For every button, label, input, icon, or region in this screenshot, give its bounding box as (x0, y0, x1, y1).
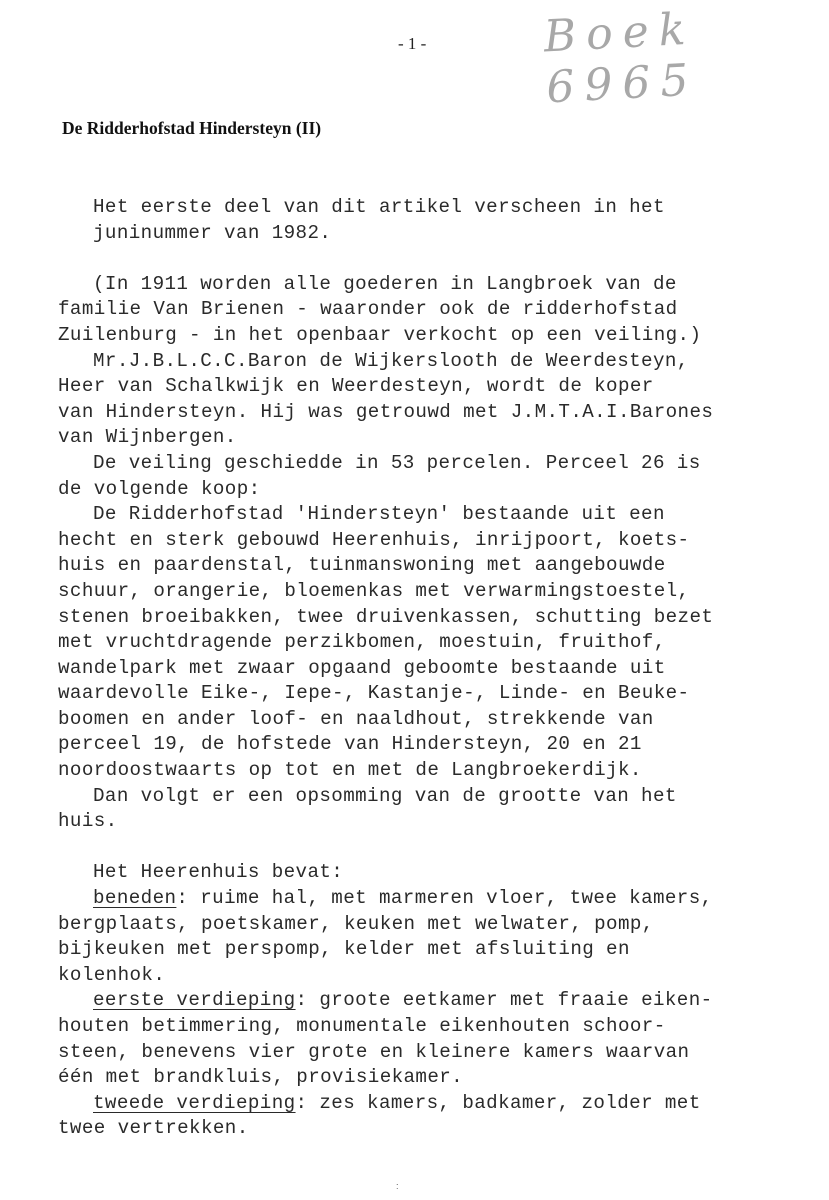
paragraph-line: stenen broeibakken, twee druivenkassen, schutting bezet (58, 605, 714, 628)
paragraph-line: waardevolle Eike-, Iepe-, Kastanje-, Linde- en Beuke- (58, 682, 690, 705)
floor-line: bijkeuken met perspomp, kelder met afsluiting en (58, 938, 630, 961)
floor-line: steen, benevens vier grote en kleinere kamers waarvan (58, 1040, 690, 1063)
paragraph-line: De Ridderhofstad 'Hindersteyn' bestaande uit een (93, 503, 665, 526)
page-number: - 1 - (398, 34, 427, 53)
article-body (58, 195, 818, 1142)
floor-line: één met brandkluis, provisiekamer. (58, 1066, 464, 1089)
paragraph-line: De veiling geschiedde in 53 percelen. Perceel 26 is (93, 451, 701, 474)
intro-line: Het eerste deel van dit artikel verscheen in het (93, 196, 665, 218)
floor-line: twee vertrekken. (58, 1117, 249, 1140)
floor-description: : ruime hal, met marmeren vloer, twee kamers, (176, 887, 713, 910)
intro-line: juninummer van 1982. (93, 221, 332, 244)
floor-first-line (58, 886, 818, 912)
spacer (58, 835, 818, 861)
paragraph-line: (In 1911 worden alle goederen in Langbroek van de (93, 272, 677, 295)
paragraph-line: wandelpark met zwaar opgaand geboomte bestaande uit (58, 656, 666, 679)
paragraph-line: van Hindersteyn. Hij was getrouwd met J.M.T.A.I.Barones (58, 400, 714, 423)
paragraph-line: schuur, orangerie, bloemenkas met verwarmingstoestel, (58, 579, 690, 602)
paragraph-line: Mr.J.B.L.C.C.Baron de Wijkerslooth de Weerdesteyn, (93, 349, 689, 372)
paragraph-line: met vruchtdragende perzikbomen, moestuin, fruithof, (58, 631, 666, 654)
paragraph-line: familie Van Brienen - waaronder ook de ridderhofstad (58, 298, 678, 321)
paragraph-line: huis en paardenstal, tuinmanswoning met aangebouwde (58, 554, 666, 577)
floor-line: bergplaats, poetskamer, keuken met welwater, pomp, (58, 912, 654, 935)
floor-line: houten betimmering, monumentale eikenhouten schoor- (58, 1015, 666, 1037)
paragraph-line: Heer van Schalkwijk en Weerdesteyn, wordt de koper (58, 375, 654, 398)
article-title: De Ridderhofstad Hindersteyn (II) (62, 118, 322, 138)
paragraph-line: boomen en ander loof- en naaldhout, strekkende van (58, 707, 654, 730)
floor-label: tweede verdieping (93, 1091, 296, 1114)
floor-description: : zes kamers, badkamer, zolder met (295, 1091, 701, 1114)
heerenhuis-heading: Het Heerenhuis bevat: (93, 861, 344, 884)
floor-description: : groote eetkamer met fraaie eiken- (295, 989, 713, 1012)
paragraph-line: Zuilenburg - in het openbaar verkocht op een veiling.) (58, 323, 702, 346)
paragraph-line: perceel 19, de hofstede van Hindersteyn, 20 en 21 (58, 733, 642, 756)
floor-first-line (58, 988, 818, 1014)
handwritten-archive-note: Boek 6965 (542, 3, 700, 114)
floor-label: beneden (93, 887, 177, 910)
paragraph-line: huis. (58, 810, 118, 833)
paragraph-line: de volgende koop: (58, 477, 261, 500)
paragraph-line: hecht en sterk gebouwd Heerenhuis, inrijpoort, koets- (58, 528, 690, 551)
floor-first-line (58, 1091, 818, 1117)
footer-mark: : (396, 1181, 399, 1191)
paragraph-line: van Wijnbergen. (58, 426, 237, 449)
floor-label: eerste verdieping (93, 989, 296, 1012)
paragraph-line: noordoostwaarts op tot en met de Langbroekerdijk. (58, 759, 642, 782)
spacer (58, 246, 818, 272)
paragraph-line: Dan volgt er een opsomming van de grootte van het (93, 784, 677, 807)
floor-line: kolenhok. (58, 963, 166, 986)
